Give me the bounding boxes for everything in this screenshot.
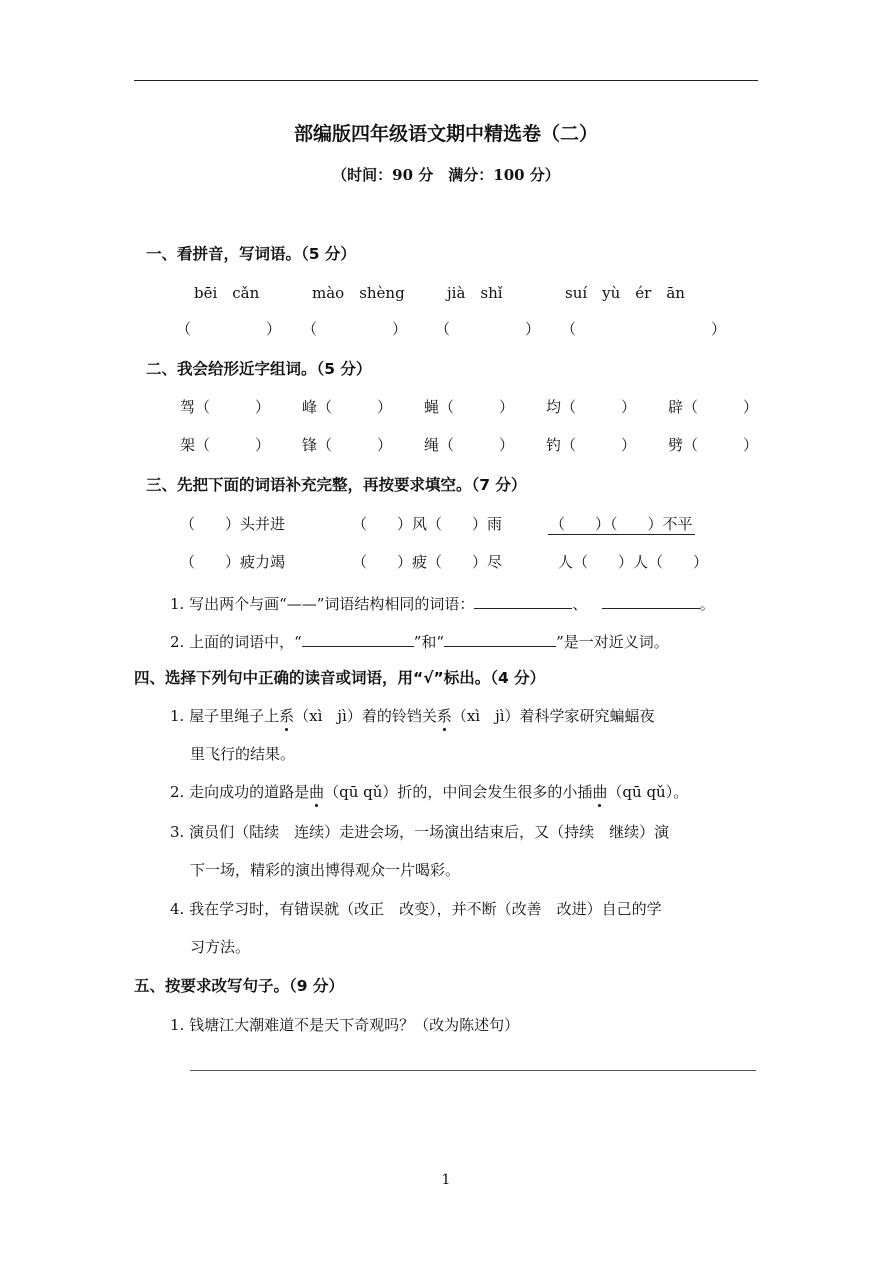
pinyin-2: mào shèng (312, 284, 405, 302)
section4-q1-line1 (170, 705, 655, 726)
char-pair-4a[interactable]: 均（ ） (546, 398, 637, 416)
section4-q4-line1[interactable]: 4. 我在学习时，有错误就（改正 改变），并不断（改善 改进）自己的学 (170, 900, 662, 918)
section2-heading: 二、我会给形近字组词。（5 分） (146, 360, 372, 378)
emphasis-char: 曲 (309, 783, 325, 801)
answer-bracket-1[interactable]: （ ） (176, 320, 282, 338)
section3-q2 (170, 630, 669, 652)
q2-part-a: 2. 上面的词语中，“ (170, 633, 302, 651)
char-pair-3a[interactable]: 蝇（ ） (424, 398, 515, 416)
section4-q1-line2: 里飞行的结果。 (190, 745, 296, 763)
pinyin-3: jià shǐ (447, 284, 503, 302)
section1-heading: 一、看拼音，写词语。（5 分） (146, 245, 356, 263)
idiom-6[interactable]: 人（ ）人（ ） (558, 553, 709, 571)
emphasis-char: 系 (279, 707, 295, 725)
answer-bracket-3[interactable]: （ ） (435, 320, 541, 338)
q4-2-text-a: 2. 走向成功的道路是 (170, 783, 310, 801)
page-number: 1 (441, 1172, 451, 1188)
q2-part-c: ”是一对近义词。 (556, 633, 669, 651)
char-pair-1b[interactable]: 架（ ） (180, 436, 271, 454)
q1-end: 。 (699, 595, 715, 613)
section4-heading: 四、选择下列句中正确的读音或词语，用“√”标出。（4 分） (134, 669, 546, 687)
section3-heading: 三、先把下面的词语补充完整，再按要求填空。（7 分） (146, 476, 527, 494)
q4-1-options-a[interactable]: （xì jì）着的铃铛关 (294, 707, 437, 725)
idiom-4[interactable]: （ ）疲力竭 (180, 553, 286, 571)
idiom-5[interactable]: （ ）疲（ ）尽 (352, 553, 503, 571)
q1-sep: 、 (572, 595, 588, 613)
underlined-idiom: （ ）（ ）不平 (550, 515, 693, 533)
section4-q4-line2: 习方法。 (190, 938, 251, 956)
section5-heading: 五、按要求改写句子。（9 分） (134, 977, 344, 995)
char-pair-2b[interactable]: 锋（ ） (302, 436, 393, 454)
page-subtitle: （时间：90 分 满分：100 分） (332, 166, 560, 184)
q4-2-options-b[interactable]: （qū qǔ）。 (607, 783, 689, 801)
pinyin-1: bēi cǎn (194, 284, 260, 302)
q4-1-options-b[interactable]: （xì jì）着科学家研究蝙蝠夜 (451, 707, 655, 725)
q2-blank-1[interactable] (302, 630, 414, 647)
q2-blank-2[interactable] (444, 630, 556, 647)
section4-q3-line1[interactable]: 3. 演员们（陆续 连续）走进会场，一场演出结束后，又（持续 继续）演 (170, 823, 670, 841)
char-pair-5a[interactable]: 辟（ ） (668, 398, 759, 416)
char-pair-5b[interactable]: 劈（ ） (668, 436, 759, 454)
idiom-3-underlined[interactable] (548, 513, 695, 534)
idiom-2[interactable]: （ ）风（ ）雨 (352, 515, 503, 533)
emphasis-char: 系 (436, 707, 452, 725)
answer-line[interactable] (190, 1070, 756, 1071)
answer-bracket-4[interactable]: （ ） (561, 320, 727, 338)
section5-q1: 1. 钱塘江大潮难道不是天下奇观吗？（改为陈述句） (170, 1016, 520, 1034)
char-pair-4b[interactable]: 钓（ ） (546, 436, 637, 454)
q1-blank-2[interactable] (602, 592, 700, 609)
answer-bracket-2[interactable]: （ ） (302, 320, 408, 338)
q2-part-b: ”和“ (413, 633, 445, 651)
idiom-1[interactable]: （ ）头并进 (180, 515, 286, 533)
section4-q3-line2: 下一场，精彩的演出博得观众一片喝彩。 (190, 861, 461, 879)
q4-1-text-a: 1. 屋子里绳子上 (170, 707, 280, 725)
q1-blank-1[interactable] (474, 592, 572, 609)
section3-q1 (170, 592, 715, 614)
q4-2-options-a[interactable]: （qū qǔ）折的，中间会发生很多的小插 (324, 783, 593, 801)
pinyin-4: suí yù ér ān (565, 284, 685, 302)
char-pair-1a[interactable]: 驾（ ） (180, 398, 271, 416)
page-title: 部编版四年级语文期中精选卷（二） (293, 123, 598, 145)
char-pair-3b[interactable]: 绳（ ） (424, 436, 515, 454)
header-rule (134, 80, 758, 81)
section4-q2 (170, 781, 688, 802)
char-pair-2a[interactable]: 峰（ ） (302, 398, 393, 416)
q1-prompt: 1. 写出两个与画“——”词语结构相同的词语： (170, 595, 475, 613)
emphasis-char: 曲 (592, 783, 608, 801)
